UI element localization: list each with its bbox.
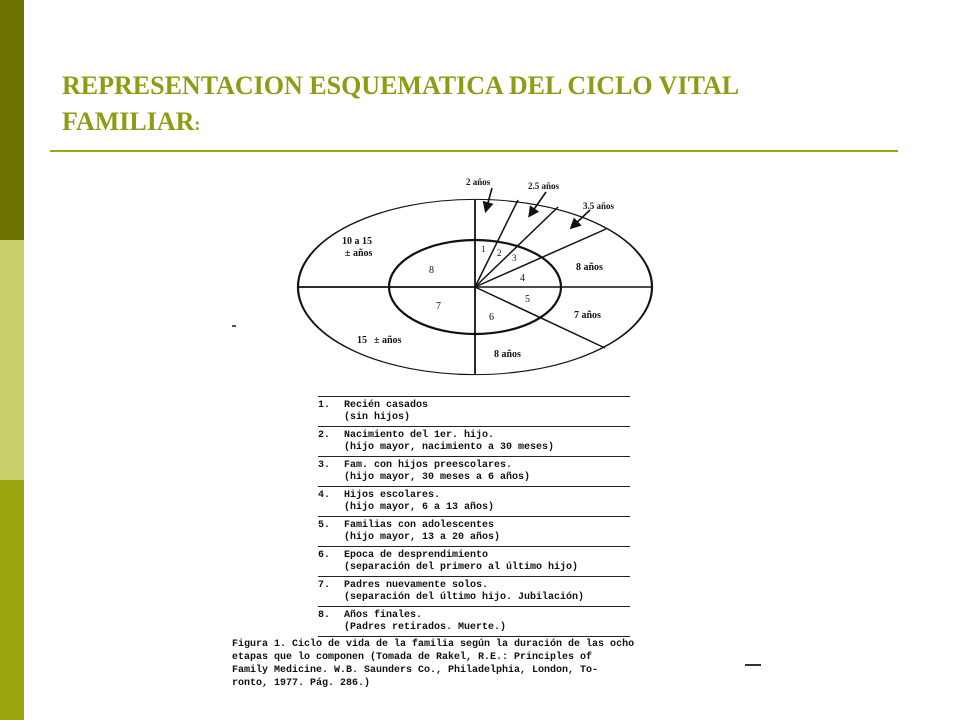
legend-text xyxy=(344,490,494,514)
legend-text xyxy=(344,460,530,484)
scan-mark xyxy=(745,664,761,666)
family-cycle-diagram xyxy=(290,170,670,380)
label-8-anos-bottom: 8 años xyxy=(494,349,521,360)
legend-row xyxy=(318,576,630,606)
title-line-2 xyxy=(62,104,922,142)
stage-number-5: 5 xyxy=(525,294,530,305)
arrow-3-5y xyxy=(572,210,590,227)
radial-line-3-5y xyxy=(475,229,606,287)
sidebar-block-top xyxy=(0,0,24,240)
legend-text xyxy=(344,430,554,454)
label-10-15-anos-a: 10 a 15 xyxy=(342,236,372,247)
label-2-anos: 2 años xyxy=(466,177,491,187)
legend-line2: (Padres retirados. Muerte.) xyxy=(344,622,507,633)
legend-line2: (sin hijos) xyxy=(344,412,411,423)
label-15-anos-a: 15 xyxy=(357,335,367,346)
stage-number-2: 2 xyxy=(497,248,502,258)
stage-number-7: 7 xyxy=(436,301,441,312)
scan-speck xyxy=(232,325,236,327)
title-line-2-text: FAMILIAR xyxy=(62,107,195,136)
stage-number-1: 1 xyxy=(481,244,486,254)
legend-line1: Padres nuevamente solos. xyxy=(344,580,489,591)
legend-line2: (hijo mayor, 6 a 13 años) xyxy=(344,502,495,513)
legend-line1: Años finales. xyxy=(344,610,423,621)
legend-row xyxy=(318,486,630,516)
label-3-5-anos: 3.5 años xyxy=(583,201,615,211)
arrow-2y xyxy=(486,188,492,210)
legend-text xyxy=(344,550,578,574)
caption-line-2: etapas que lo componen (Tomada de Rakel, R.E.: Principles of xyxy=(232,652,593,663)
sidebar-decoration xyxy=(0,0,24,720)
caption-line-4: ronto, 1977. Pág. 286.) xyxy=(232,678,371,689)
legend-num: 7. xyxy=(318,580,331,591)
legend-line2: (separación del último hijo. Jubilación) xyxy=(344,592,585,603)
legend-line1: Familias con adolescentes xyxy=(344,520,495,531)
legend-num: 8. xyxy=(318,610,331,621)
stage-number-6: 6 xyxy=(489,312,494,323)
stage-legend xyxy=(318,396,630,637)
title-colon: : xyxy=(194,114,201,134)
legend-num: 5. xyxy=(318,520,331,531)
label-15-anos-b: ± años xyxy=(374,335,402,346)
caption-line-3: Family Medicine. W.B. Saunders Co., Philadelphia, London, To- xyxy=(232,665,599,676)
legend-num: 4. xyxy=(318,490,331,501)
legend-text xyxy=(344,610,506,634)
legend-line1: Fam. con hijos preescolares. xyxy=(344,460,513,471)
legend-num: 1. xyxy=(318,400,331,411)
legend-text xyxy=(344,580,584,604)
caption-line-1: Figura 1. Ciclo de vida de la familia según la duración de las ocho xyxy=(232,639,635,650)
legend-row xyxy=(318,606,630,637)
title-line-1: REPRESENTACION ESQUEMATICA DEL CICLO VITAL xyxy=(62,71,740,100)
legend-row xyxy=(318,546,630,576)
radial-line-2-5y xyxy=(475,207,558,287)
legend-line2: (hijo mayor, nacimiento a 30 meses) xyxy=(344,442,555,453)
legend-line2: (hijo mayor, 13 a 20 años) xyxy=(344,532,501,543)
legend-row xyxy=(318,456,630,486)
legend-line1: Epoca de desprendimiento xyxy=(344,550,489,561)
legend-line1: Nacimiento del 1er. hijo. xyxy=(344,430,495,441)
legend-row xyxy=(318,396,630,426)
sidebar-block-bottom xyxy=(0,480,24,720)
label-2-5-anos: 2.5 años xyxy=(528,181,560,191)
sidebar-block-middle xyxy=(0,240,24,480)
legend-line2: (hijo mayor, 30 meses a 6 años) xyxy=(344,472,531,483)
stage-number-3: 3 xyxy=(512,253,517,263)
legend-text xyxy=(344,520,500,544)
legend-line1: Recién casados xyxy=(344,400,429,411)
stage-number-4: 4 xyxy=(520,273,525,284)
legend-num: 2. xyxy=(318,430,331,441)
arrow-2-5y xyxy=(530,192,546,215)
legend-row xyxy=(318,516,630,546)
legend-row xyxy=(318,426,630,456)
legend-line1: Hijos escolares. xyxy=(344,490,441,501)
slide-title xyxy=(62,68,922,142)
title-underline xyxy=(50,150,898,152)
legend-num: 3. xyxy=(318,460,331,471)
stage-number-8: 8 xyxy=(429,265,434,276)
legend-line2: (separación del primero al último hijo) xyxy=(344,562,579,573)
label-7-anos: 7 años xyxy=(574,310,601,321)
legend-text xyxy=(344,400,428,424)
figure-caption xyxy=(232,638,752,690)
legend-num: 6. xyxy=(318,550,331,561)
label-8-anos-right: 8 años xyxy=(576,262,603,273)
label-10-15-anos-b: ± años xyxy=(345,248,373,259)
